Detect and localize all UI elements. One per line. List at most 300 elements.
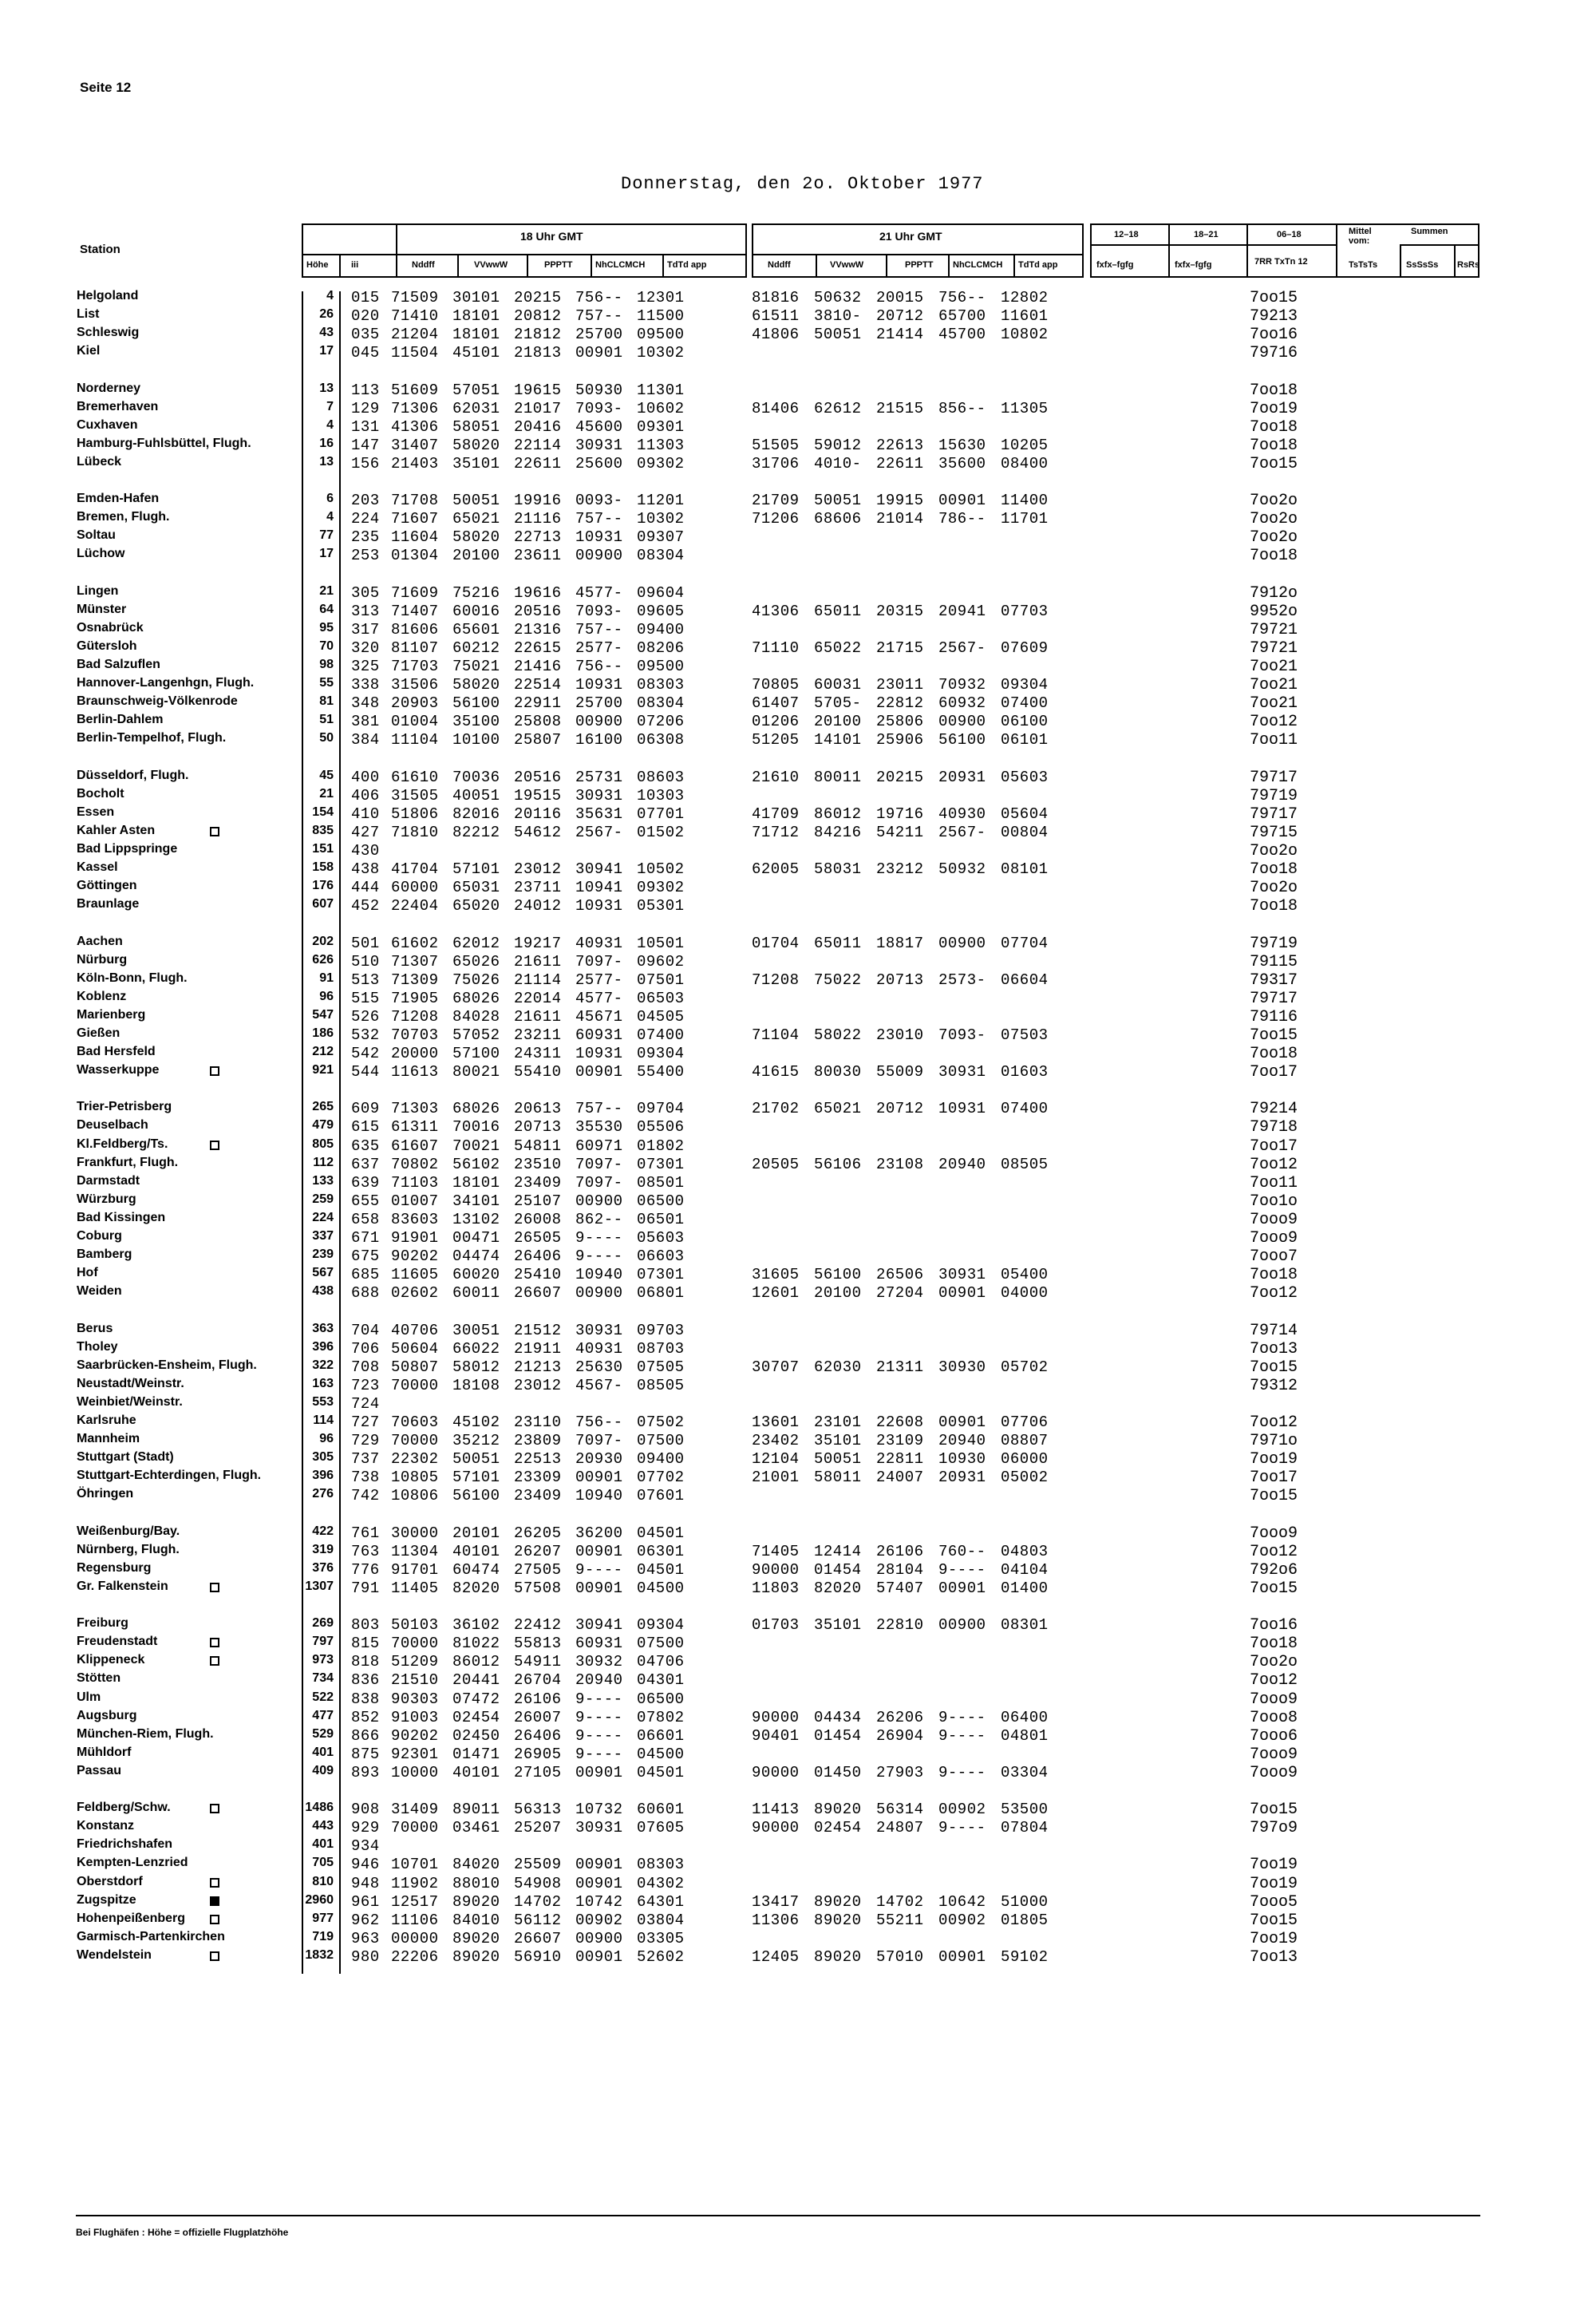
- obs-21-d5: 12802: [1001, 289, 1049, 306]
- obs-18-c4: 9----: [575, 1727, 623, 1745]
- obs-18-i: 513: [351, 971, 380, 989]
- obs-21-d3: 23108: [876, 1156, 924, 1173]
- obs-21-row: [752, 1801, 1063, 1818]
- station-height: 567: [312, 1266, 334, 1279]
- obs-18-c4: 30931: [575, 1322, 623, 1339]
- header-18-uhr: 18 Uhr GMT: [520, 230, 583, 243]
- obs-18-c5: 06801: [637, 1284, 685, 1302]
- obs-18-c3: 26007: [514, 1709, 562, 1726]
- obs-21-d5: 06000: [1001, 1450, 1049, 1468]
- obs-18-c4: 7097-: [575, 953, 623, 971]
- obs-18-c5: 10501: [637, 935, 685, 952]
- obs-21-d2: 89020: [814, 1912, 862, 1929]
- station-name: Berlin-Tempelhof, Flugh.: [77, 731, 227, 745]
- obs-21-d1: 11803: [752, 1579, 800, 1597]
- mittel-value: 7oo15: [1250, 455, 1298, 473]
- obs-18-c3: 21017: [514, 400, 562, 417]
- obs-18-i: 035: [351, 326, 380, 343]
- obs-18-c5: 06601: [637, 1727, 685, 1745]
- obs-21-row: [752, 418, 1063, 436]
- mittel-value: 7oo16: [1250, 1616, 1298, 1635]
- obs-18-c4: 30931: [575, 1819, 623, 1836]
- mittel-value: 7ooo9: [1250, 1746, 1298, 1764]
- mittel-value: 79717: [1250, 769, 1298, 787]
- obs-21-row: [752, 1912, 1063, 1929]
- obs-18-i: 542: [351, 1045, 380, 1062]
- station-name: Bocholt: [77, 787, 124, 801]
- obs-18-row: [351, 935, 698, 952]
- obs-18-c2: 89020: [452, 1930, 500, 1947]
- mittel-value: 7oo12: [1250, 1543, 1298, 1561]
- open-square-icon: [210, 1141, 219, 1150]
- station-name: Frankfurt, Flugh.: [77, 1156, 179, 1169]
- obs-21-d3: 21515: [876, 400, 924, 417]
- obs-18-c4: 10742: [575, 1893, 623, 1911]
- obs-18-c4: 00902: [575, 1912, 623, 1929]
- obs-18-c4: 9----: [575, 1709, 623, 1726]
- obs-18-c3: 20812: [514, 307, 562, 325]
- obs-21-d5: 51000: [1001, 1893, 1049, 1911]
- station-height: 6: [326, 492, 334, 505]
- obs-21-d2: 35101: [814, 1432, 862, 1449]
- mittel-value: 7oo18: [1250, 860, 1298, 879]
- obs-18-c3: 26207: [514, 1543, 562, 1560]
- obs-18-c1: 90202: [391, 1727, 439, 1745]
- obs-18-c5: 08703: [637, 1340, 685, 1358]
- station-height: 70: [319, 639, 334, 653]
- obs-21-row: [752, 787, 1063, 805]
- obs-18-row: [351, 1579, 698, 1597]
- obs-18-c3: 19616: [514, 584, 562, 602]
- obs-18-c4: 45600: [575, 418, 623, 436]
- obs-21-d2: 80030: [814, 1063, 862, 1081]
- station-height: 16: [319, 437, 334, 450]
- obs-21-d5: 53500: [1001, 1801, 1049, 1818]
- header-extra-3: 06–18: [1277, 230, 1302, 239]
- obs-18-row: [351, 400, 698, 417]
- obs-18-c5: 07301: [637, 1156, 685, 1173]
- header-18-col-1: Nddff: [412, 260, 435, 270]
- obs-18-c4: 9----: [575, 1229, 623, 1247]
- obs-21-row: [752, 1340, 1063, 1358]
- obs-18-c3: 20516: [514, 603, 562, 620]
- station-name: Stötten: [77, 1671, 121, 1685]
- obs-18-c2: 81022: [452, 1635, 500, 1652]
- obs-18-c2: 07472: [452, 1690, 500, 1708]
- obs-21-row: [752, 990, 1063, 1007]
- mittel-value: 79719: [1250, 787, 1298, 805]
- header-21-col-3: PPPTT: [905, 260, 934, 270]
- obs-18-c1: 31505: [391, 787, 439, 805]
- obs-18-c1: 71306: [391, 400, 439, 417]
- obs-21-d5: 11400: [1001, 492, 1049, 509]
- obs-18-row: [351, 492, 698, 509]
- obs-18-i: 313: [351, 603, 380, 620]
- obs-18-row: [351, 1561, 698, 1579]
- mittel-value: 7oo15: [1250, 289, 1298, 307]
- obs-18-c3: 19515: [514, 787, 562, 805]
- obs-21-d1: 81406: [752, 400, 800, 417]
- obs-18-c3: 20613: [514, 1100, 562, 1117]
- station-name: Köln-Bonn, Flugh.: [77, 971, 188, 985]
- obs-18-c1: 91003: [391, 1709, 439, 1726]
- obs-18-c4: 00901: [575, 1875, 623, 1892]
- obs-18-c4: 50930: [575, 382, 623, 399]
- obs-21-d5: 11701: [1001, 510, 1049, 528]
- obs-18-c2: 36102: [452, 1616, 500, 1634]
- obs-18-i: 305: [351, 584, 380, 602]
- obs-21-d3: 22812: [876, 694, 924, 712]
- obs-18-c4: 756--: [575, 1413, 623, 1431]
- obs-18-c1: 92301: [391, 1746, 439, 1763]
- mittel-value: 79213: [1250, 307, 1298, 326]
- obs-21-d4: 30931: [938, 1063, 986, 1081]
- obs-21-d1: 21610: [752, 769, 800, 786]
- obs-21-row: [752, 1118, 1063, 1136]
- mittel-value: 7oo18: [1250, 382, 1298, 400]
- station-name: Osnabrück: [77, 621, 144, 635]
- station-height: 154: [312, 805, 334, 819]
- obs-18-row: [351, 953, 698, 971]
- obs-21-row: [752, 289, 1063, 306]
- station-name: Braunlage: [77, 897, 140, 911]
- obs-21-d5: 05702: [1001, 1358, 1049, 1376]
- station-height: 64: [319, 603, 334, 616]
- obs-18-c5: 04501: [637, 1524, 685, 1542]
- obs-18-c1: 90202: [391, 1247, 439, 1265]
- obs-18-c5: 10602: [637, 400, 685, 417]
- obs-18-i: 381: [351, 713, 380, 730]
- mittel-value: 7ooo8: [1250, 1709, 1298, 1727]
- obs-18-row: [351, 860, 698, 878]
- obs-18-c5: 55400: [637, 1063, 685, 1081]
- station-height: 259: [312, 1192, 334, 1206]
- obs-18-row: [351, 1709, 698, 1726]
- obs-18-c2: 45102: [452, 1413, 500, 1431]
- obs-18-c1: 12517: [391, 1893, 439, 1911]
- obs-18-c4: 9----: [575, 1561, 623, 1579]
- obs-18-c2: 86012: [452, 1653, 500, 1670]
- obs-18-row: [351, 639, 698, 657]
- obs-18-row: [351, 437, 698, 454]
- mittel-value: 7oo1o: [1250, 1192, 1298, 1211]
- obs-18-c4: 00901: [575, 344, 623, 362]
- obs-18-c3: 25509: [514, 1856, 562, 1873]
- obs-21-d3: 21311: [876, 1358, 924, 1376]
- obs-18-c3: 25207: [514, 1819, 562, 1836]
- station-name: List: [77, 307, 100, 321]
- obs-18-c1: 71208: [391, 1008, 439, 1026]
- obs-18-c4: 7097-: [575, 1432, 623, 1449]
- obs-21-d5: 01400: [1001, 1579, 1049, 1597]
- obs-18-c2: 89020: [452, 1893, 500, 1911]
- obs-18-row: [351, 1266, 698, 1283]
- obs-21-d3: 22811: [876, 1450, 924, 1468]
- obs-18-row: [351, 1912, 698, 1929]
- obs-21-row: [752, 547, 1063, 564]
- mittel-value: 7oo15: [1250, 1912, 1298, 1930]
- obs-18-c3: 26205: [514, 1524, 562, 1542]
- obs-21-row: [752, 437, 1063, 454]
- mittel-value: 7oo18: [1250, 1266, 1298, 1284]
- obs-18-c1: 10000: [391, 1764, 439, 1781]
- obs-21-d4: 00901: [938, 1413, 986, 1431]
- station-name: Passau: [77, 1764, 122, 1777]
- obs-18-c4: 9----: [575, 1690, 623, 1708]
- obs-21-d5: 08101: [1001, 860, 1049, 878]
- station-height: 438: [312, 1284, 334, 1298]
- obs-21-row: [752, 584, 1063, 602]
- obs-18-c1: 71905: [391, 990, 439, 1007]
- obs-18-i: 410: [351, 805, 380, 823]
- obs-18-c1: 71810: [391, 824, 439, 841]
- obs-21-d3: 57407: [876, 1579, 924, 1597]
- obs-21-d5: 01805: [1001, 1912, 1049, 1929]
- obs-18-c1: 70603: [391, 1413, 439, 1431]
- obs-21-d5: 05603: [1001, 769, 1049, 786]
- station-height: 7: [326, 400, 334, 413]
- obs-18-c2: 57051: [452, 382, 500, 399]
- obs-21-row: [752, 1671, 1063, 1689]
- obs-18-c2: 35101: [452, 455, 500, 472]
- station-height: 77: [319, 528, 334, 542]
- station-height: 212: [312, 1045, 334, 1058]
- obs-18-c1: 71407: [391, 603, 439, 620]
- obs-21-d2: 65021: [814, 1100, 862, 1117]
- station-name: Helgoland: [77, 289, 139, 302]
- obs-18-c4: 4567-: [575, 1377, 623, 1394]
- obs-21-d5: 05002: [1001, 1469, 1049, 1486]
- obs-18-c2: 75021: [452, 658, 500, 675]
- obs-18-i: 658: [351, 1211, 380, 1228]
- obs-18-c3: 27505: [514, 1561, 562, 1579]
- obs-18-c5: 08304: [637, 547, 685, 564]
- obs-18-c3: 21611: [514, 1008, 562, 1026]
- obs-21-d3: 57010: [876, 1948, 924, 1966]
- obs-21-d2: 01454: [814, 1561, 862, 1579]
- station-height: 396: [312, 1469, 334, 1482]
- station-name: Kempten-Lenzried: [77, 1856, 188, 1869]
- obs-18-i: 934: [351, 1837, 380, 1855]
- obs-18-c4: 40931: [575, 935, 623, 952]
- obs-18-c5: 09301: [637, 418, 685, 436]
- obs-21-d4: 00902: [938, 1801, 986, 1818]
- obs-18-c4: 10940: [575, 1266, 623, 1283]
- station-height: 1486: [305, 1801, 334, 1814]
- obs-18-i: 962: [351, 1912, 380, 1929]
- station-height: 98: [319, 658, 334, 671]
- obs-18-c3: 21512: [514, 1322, 562, 1339]
- obs-21-d3: 19915: [876, 492, 924, 509]
- obs-21-row: [752, 1174, 1063, 1192]
- obs-18-i: 526: [351, 1008, 380, 1026]
- obs-21-d4: 20940: [938, 1156, 986, 1173]
- obs-18-c3: 26704: [514, 1671, 562, 1689]
- obs-18-c2: 84010: [452, 1912, 500, 1929]
- obs-21-d4: 00901: [938, 492, 986, 509]
- obs-18-c3: 22014: [514, 990, 562, 1007]
- obs-18-i: 724: [351, 1395, 380, 1413]
- obs-21-d1: 30707: [752, 1358, 800, 1376]
- station-name: Saarbrücken-Ensheim, Flugh.: [77, 1358, 257, 1372]
- station-height: 21: [319, 787, 334, 801]
- mittel-value: 7971o: [1250, 1432, 1298, 1450]
- obs-21-d4: 30930: [938, 1358, 986, 1376]
- obs-18-c5: 09302: [637, 455, 685, 472]
- obs-18-c4: 2577-: [575, 639, 623, 657]
- header-21-col-2: VVwwW: [830, 260, 864, 270]
- obs-21-d1: 71208: [752, 971, 800, 989]
- station-height: 112: [313, 1156, 334, 1169]
- obs-21-row: [752, 1616, 1063, 1634]
- obs-18-c3: 23409: [514, 1174, 562, 1192]
- obs-21-d4: 856--: [938, 400, 986, 417]
- station-name: Kahler Asten: [77, 824, 156, 837]
- obs-18-i: 635: [351, 1137, 380, 1155]
- obs-18-c4: 00901: [575, 1579, 623, 1597]
- obs-18-c2: 58020: [452, 676, 500, 694]
- station-name: Coburg: [77, 1229, 122, 1243]
- obs-18-c4: 756--: [575, 289, 623, 306]
- obs-18-row: [351, 418, 698, 436]
- obs-21-d3: 22613: [876, 437, 924, 454]
- obs-18-c2: 56100: [452, 694, 500, 712]
- obs-21-d5: 07706: [1001, 1413, 1049, 1431]
- station-name: Würzburg: [77, 1192, 136, 1206]
- mittel-value: 7ooo5: [1250, 1893, 1298, 1912]
- obs-21-d4: 9----: [938, 1727, 986, 1745]
- obs-18-c2: 56102: [452, 1156, 500, 1173]
- obs-18-c5: 05506: [637, 1118, 685, 1136]
- mittel-value: 7oo21: [1250, 694, 1298, 713]
- obs-18-c4: 10931: [575, 1045, 623, 1062]
- obs-18-c2: 65031: [452, 879, 500, 896]
- obs-18-i: 224: [351, 510, 380, 528]
- obs-18-row: [351, 1653, 698, 1670]
- obs-18-c5: 52602: [637, 1948, 685, 1966]
- station-name: Gütersloh: [77, 639, 137, 653]
- station-name: Koblenz: [77, 990, 127, 1003]
- mittel-value: 7oo2o: [1250, 510, 1298, 528]
- obs-18-c3: 26406: [514, 1727, 562, 1745]
- obs-21-d5: 08400: [1001, 455, 1049, 472]
- obs-18-i: 320: [351, 639, 380, 657]
- station-height: 45: [319, 769, 334, 782]
- mittel-value: 7oo21: [1250, 658, 1298, 676]
- obs-18-row: [351, 1100, 698, 1117]
- obs-18-c2: 60011: [452, 1284, 500, 1302]
- mittel-value: 7912o: [1250, 584, 1298, 603]
- obs-18-c4: 10940: [575, 1487, 623, 1504]
- station-height: 305: [312, 1450, 334, 1464]
- obs-21-d5: 59102: [1001, 1948, 1049, 1966]
- header-21-col-1: Nddff: [768, 260, 791, 270]
- obs-21-row: [752, 455, 1063, 472]
- obs-21-d4: 00900: [938, 713, 986, 730]
- obs-21-d1: 13417: [752, 1893, 800, 1911]
- obs-21-row: [752, 492, 1063, 509]
- station-height: 81: [319, 694, 334, 708]
- obs-18-c3: 26607: [514, 1930, 562, 1947]
- obs-21-d3: 23109: [876, 1432, 924, 1449]
- obs-21-d2: 50632: [814, 289, 862, 306]
- obs-18-c2: 57100: [452, 1045, 500, 1062]
- obs-21-d1: 90000: [752, 1561, 800, 1579]
- obs-21-d2: 20100: [814, 713, 862, 730]
- obs-18-c4: 10941: [575, 879, 623, 896]
- obs-18-i: 444: [351, 879, 380, 896]
- obs-18-c3: 55410: [514, 1063, 562, 1081]
- obs-21-row: [752, 1156, 1063, 1173]
- obs-21-d3: 19716: [876, 805, 924, 823]
- obs-21-row: [752, 731, 1063, 749]
- obs-18-i: 400: [351, 769, 380, 786]
- obs-18-c3: 21813: [514, 344, 562, 362]
- header-summen: Summen: [1411, 227, 1448, 236]
- obs-18-c1: 71410: [391, 307, 439, 325]
- station-name: Emden-Hafen: [77, 492, 160, 505]
- open-square-icon: [210, 1951, 219, 1961]
- obs-18-row: [351, 1377, 698, 1394]
- obs-18-c2: 40051: [452, 787, 500, 805]
- obs-21-d5: 08505: [1001, 1156, 1049, 1173]
- obs-18-c1: 10806: [391, 1487, 439, 1504]
- open-square-icon: [210, 1583, 219, 1592]
- obs-18-c5: 05603: [637, 1229, 685, 1247]
- station-name: Wasserkuppe: [77, 1063, 160, 1077]
- obs-18-row: [351, 1543, 698, 1560]
- obs-21-d2: 59012: [814, 437, 862, 454]
- open-square-icon: [210, 1656, 219, 1666]
- station-height: 186: [312, 1026, 334, 1040]
- obs-18-row: [351, 1801, 698, 1818]
- obs-21-d5: 10205: [1001, 437, 1049, 454]
- obs-18-row: [351, 307, 698, 325]
- obs-18-i: 948: [351, 1875, 380, 1892]
- mittel-value: 9952o: [1250, 603, 1298, 621]
- station-height: 158: [312, 860, 334, 874]
- obs-21-d2: 75022: [814, 971, 862, 989]
- obs-18-i: 131: [351, 418, 380, 436]
- obs-18-c4: 00900: [575, 1192, 623, 1210]
- obs-18-c2: 10100: [452, 731, 500, 749]
- obs-18-c1: 41704: [391, 860, 439, 878]
- obs-21-d4: 00901: [938, 1284, 986, 1302]
- obs-21-d4: 10642: [938, 1893, 986, 1911]
- obs-18-c3: 57508: [514, 1579, 562, 1597]
- obs-18-c1: 11504: [391, 344, 439, 362]
- obs-18-c2: 00471: [452, 1229, 500, 1247]
- obs-18-i: 045: [351, 344, 380, 362]
- obs-18-c1: 71103: [391, 1174, 439, 1192]
- obs-18-i: 532: [351, 1026, 380, 1044]
- obs-21-d2: 89020: [814, 1948, 862, 1966]
- obs-18-row: [351, 1893, 698, 1911]
- mittel-value: 79721: [1250, 621, 1298, 639]
- obs-18-c4: 00901: [575, 1063, 623, 1081]
- station-height: 553: [312, 1395, 334, 1409]
- obs-18-c2: 84028: [452, 1008, 500, 1026]
- obs-18-c1: 01004: [391, 713, 439, 730]
- obs-18-c1: 61610: [391, 769, 439, 786]
- obs-21-d4: 2567-: [938, 824, 986, 841]
- obs-21-d2: 82020: [814, 1579, 862, 1597]
- obs-18-row: [351, 1837, 698, 1855]
- obs-18-row: [351, 1671, 698, 1689]
- station-name: Freiburg: [77, 1616, 128, 1630]
- obs-18-c1: 71708: [391, 492, 439, 509]
- obs-21-d4: 00902: [938, 1912, 986, 1929]
